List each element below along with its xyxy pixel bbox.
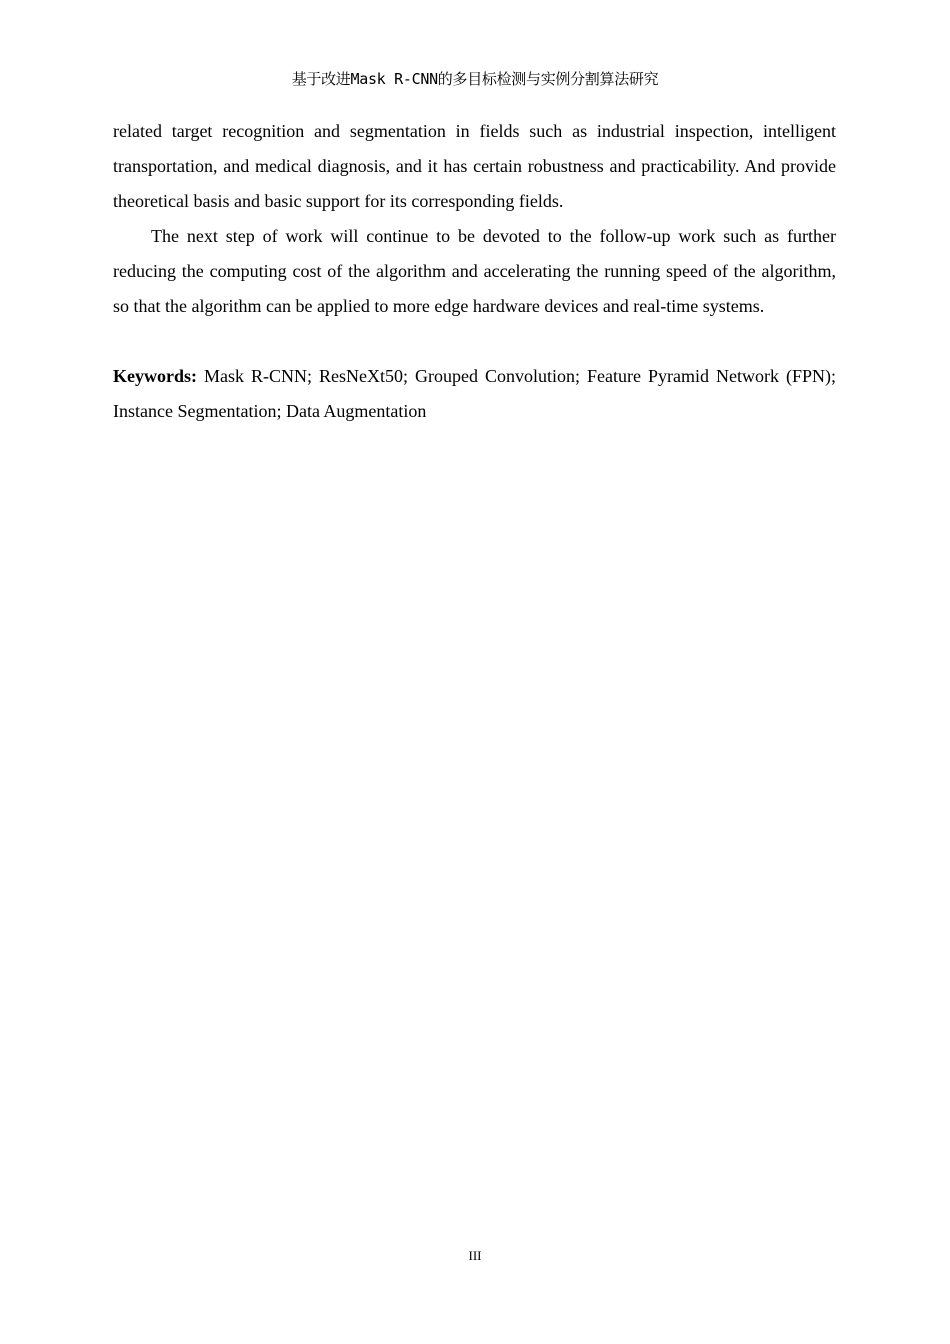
page-body: [113, 114, 836, 429]
running-header: 基于改进Mask R-CNN的多目标检测与实例分割算法研究: [291, 70, 659, 88]
body-paragraph-next-steps: The next step of work will continue to be devoted to the follow-up work such as further reducing the computing cost of the algorithm and accelerating the running speed of the algorithm, so that the algorithm can be applied to more edge hardware devices and real-time systems.: [113, 226, 836, 316]
body-paragraph-continued: related target recognition and segmentation in fields such as industrial inspection, intelligent transportation, and medical diagnosis, and it has certain robustness and practicability. And provide theoretical basis and basic support for its corresponding fields.: [113, 121, 836, 211]
page-number: III: [468, 1248, 482, 1263]
keywords-list: Mask R-CNN; ResNeXt50; Grouped Convolution; Feature Pyramid Network (FPN); Instance Segmentation; Data Augmentation: [113, 366, 837, 421]
keywords-label: Keywords:: [113, 366, 197, 386]
keywords-block: [113, 359, 836, 429]
